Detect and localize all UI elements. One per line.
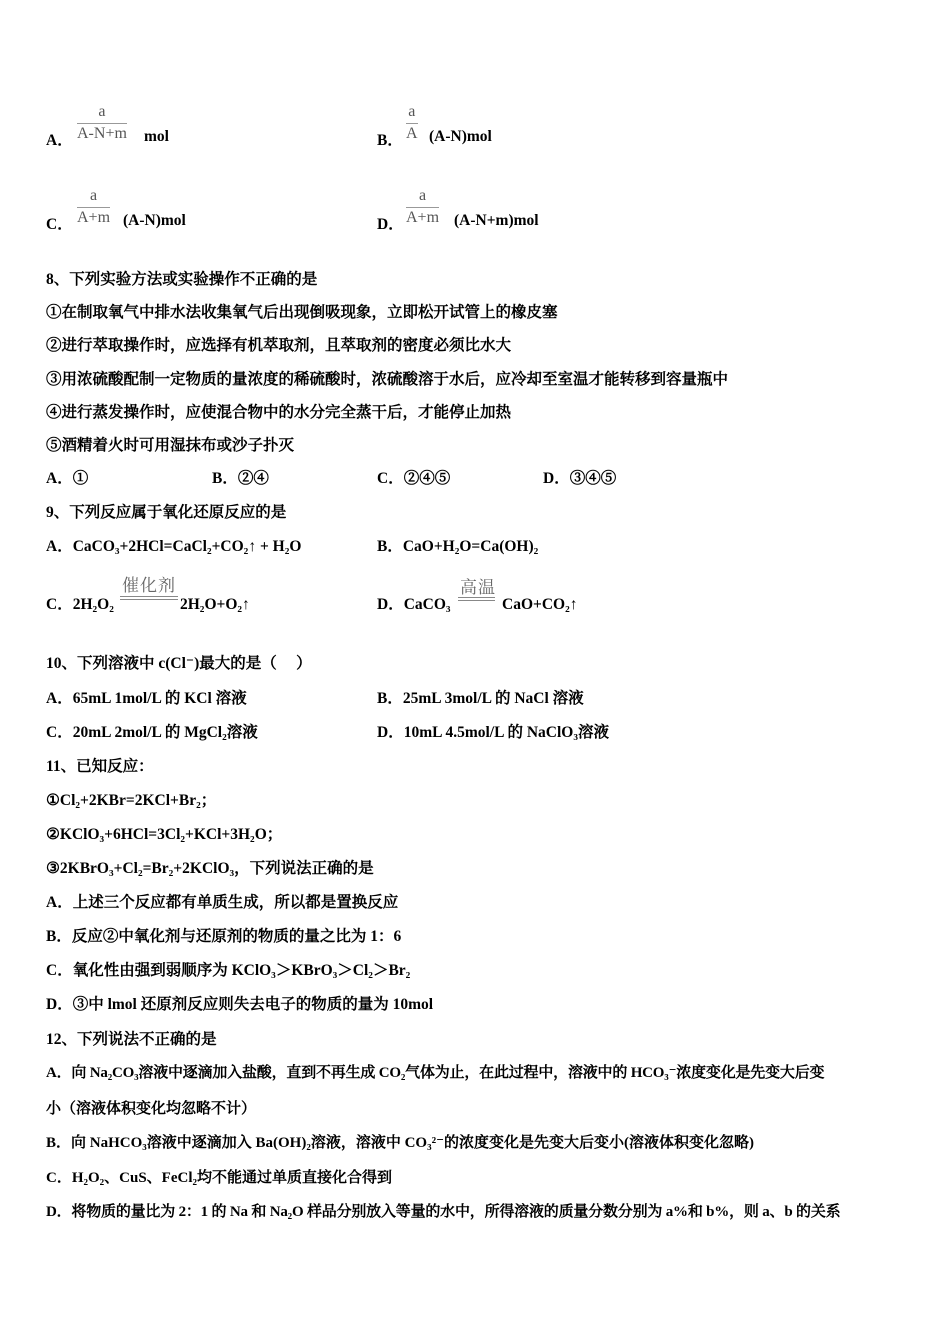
reactant: C．2H₂O₂ bbox=[46, 596, 114, 613]
q8-item-5: ⑤酒精着火时可用湿抹布或沙子扑灭 bbox=[46, 437, 295, 454]
product: CaO+CO₂↑ bbox=[502, 596, 578, 613]
q8-option-d: D．③④⑤ bbox=[543, 470, 617, 487]
reaction-condition: 高温 bbox=[460, 578, 496, 597]
q12-option-a-continued: 小（溶液体积变化均忽略不计） bbox=[46, 1101, 257, 1117]
unit: (A-N)mol bbox=[429, 128, 492, 145]
denominator: A+m bbox=[77, 209, 111, 226]
product: 2H₂O+O₂↑ bbox=[180, 596, 250, 613]
option-label: D． bbox=[377, 216, 404, 233]
question-12-title: 12、下列说法不正确的是 bbox=[46, 1031, 217, 1048]
q9-option-a: A．CaCO₃+2HCl=CaCl₂+CO₂↑ + H₂O bbox=[46, 538, 302, 555]
unit: mol bbox=[144, 128, 169, 145]
q11-reaction-2: ②KClO₃+6HCl=3Cl₂+KCl+3H₂O； bbox=[46, 826, 283, 843]
q12-option-b: B．向 NaHCO₃溶液中逐滴加入 Ba(OH)₂溶液，溶液中 CO₃²⁻的浓度变化是先变大后变小(溶液体积变化忽略) bbox=[46, 1135, 754, 1151]
option-label: B． bbox=[377, 132, 403, 149]
q8-option-b: B．②④ bbox=[212, 470, 269, 487]
numerator: a bbox=[406, 187, 439, 208]
q11-option-d: D．③中 lmol 还原剂反应则失去电子的物质的量为 10mol bbox=[46, 996, 434, 1013]
q12-option-c: C．H₂O₂、CuS、FeCl₂均不能通过单质直接化合得到 bbox=[46, 1170, 392, 1186]
denominator: A+m bbox=[406, 209, 440, 226]
q11-option-a: A．上述三个反应都有单质生成，所以都是置换反应 bbox=[46, 894, 399, 911]
numerator: a bbox=[77, 103, 127, 124]
denominator: A bbox=[406, 125, 418, 142]
question-10-title: 10、下列溶液中 c(Cl⁻)最大的是（ ） bbox=[46, 655, 312, 672]
unit: (A-N)mol bbox=[123, 212, 186, 229]
option-label: A． bbox=[46, 132, 73, 149]
q9-option-b: B．CaO+H₂O=Ca(OH)₂ bbox=[377, 538, 539, 555]
q10-option-c: C．20mL 2mol/L 的 MgCl₂溶液 bbox=[46, 724, 258, 741]
reaction-condition: 催化剂 bbox=[122, 576, 176, 595]
q12-option-d: D．将物质的量比为 2：1 的 Na 和 Na₂O 样品分别放入等量的水中，所得溶液的质量分数分别为 a%和 b%，则 a、b 的关系 bbox=[46, 1204, 841, 1220]
denominator: A-N+m bbox=[77, 125, 127, 142]
question-8-title: 8、下列实验方法或实验操作不正确的是 bbox=[46, 271, 318, 288]
equals-sign bbox=[458, 597, 495, 601]
q11-option-b: B．反应②中氧化剂与还原剂的物质的量之比为 1：6 bbox=[46, 928, 402, 945]
q8-item-3: ③用浓硫酸配制一定物质的量浓度的稀硫酸时，浓硫酸溶于水后，应冷却至室温才能转移到容量瓶中 bbox=[46, 371, 729, 388]
fraction bbox=[77, 103, 127, 144]
q12-option-a: A．向 Na₂CO₃溶液中逐滴加入盐酸，直到不再生成 CO₂气体为止，在此过程中，溶液中的 HCO₃⁻浓度变化是先变大后变 bbox=[46, 1065, 825, 1081]
q8-item-2: ②进行萃取操作时，应选择有机萃取剂，且萃取剂的密度必须比水大 bbox=[46, 337, 512, 354]
q8-item-4: ④进行蒸发操作时，应使混合物中的水分完全蒸干后，才能停止加热 bbox=[46, 404, 512, 421]
q8-item-1: ①在制取氧气中排水法收集氧气后出现倒吸现象，立即松开试管上的橡皮塞 bbox=[46, 304, 558, 321]
unit: (A-N+m)mol bbox=[454, 212, 539, 229]
fraction bbox=[77, 187, 110, 228]
question-9-title: 9、下列反应属于氧化还原反应的是 bbox=[46, 504, 287, 521]
q11-reaction-1: ①Cl₂+2KBr=2KCl+Br₂； bbox=[46, 792, 217, 809]
reactant: D．CaCO₃ bbox=[377, 596, 451, 613]
q8-option-c: C．②④⑤ bbox=[377, 470, 451, 487]
fraction bbox=[406, 103, 418, 144]
equals-sign bbox=[120, 596, 178, 600]
fraction bbox=[406, 187, 439, 228]
option-label: C． bbox=[46, 216, 73, 233]
q11-option-c: C．氧化性由强到弱顺序为 KClO₃＞KBrO₃＞Cl₂＞Br₂ bbox=[46, 962, 411, 979]
q11-reaction-3: ③2KBrO₃+Cl₂=Br₂+2KClO₃，下列说法正确的是 bbox=[46, 860, 374, 877]
numerator: a bbox=[77, 187, 110, 208]
q10-option-a: A．65mL 1mol/L 的 KCl 溶液 bbox=[46, 690, 247, 707]
numerator: a bbox=[406, 103, 418, 124]
question-11-title: 11、已知反应： bbox=[46, 758, 154, 775]
q10-option-d: D．10mL 4.5mol/L 的 NaClO₃溶液 bbox=[377, 724, 609, 741]
q8-option-a: A．① bbox=[46, 470, 89, 487]
q10-option-b: B．25mL 3mol/L 的 NaCl 溶液 bbox=[377, 690, 584, 707]
